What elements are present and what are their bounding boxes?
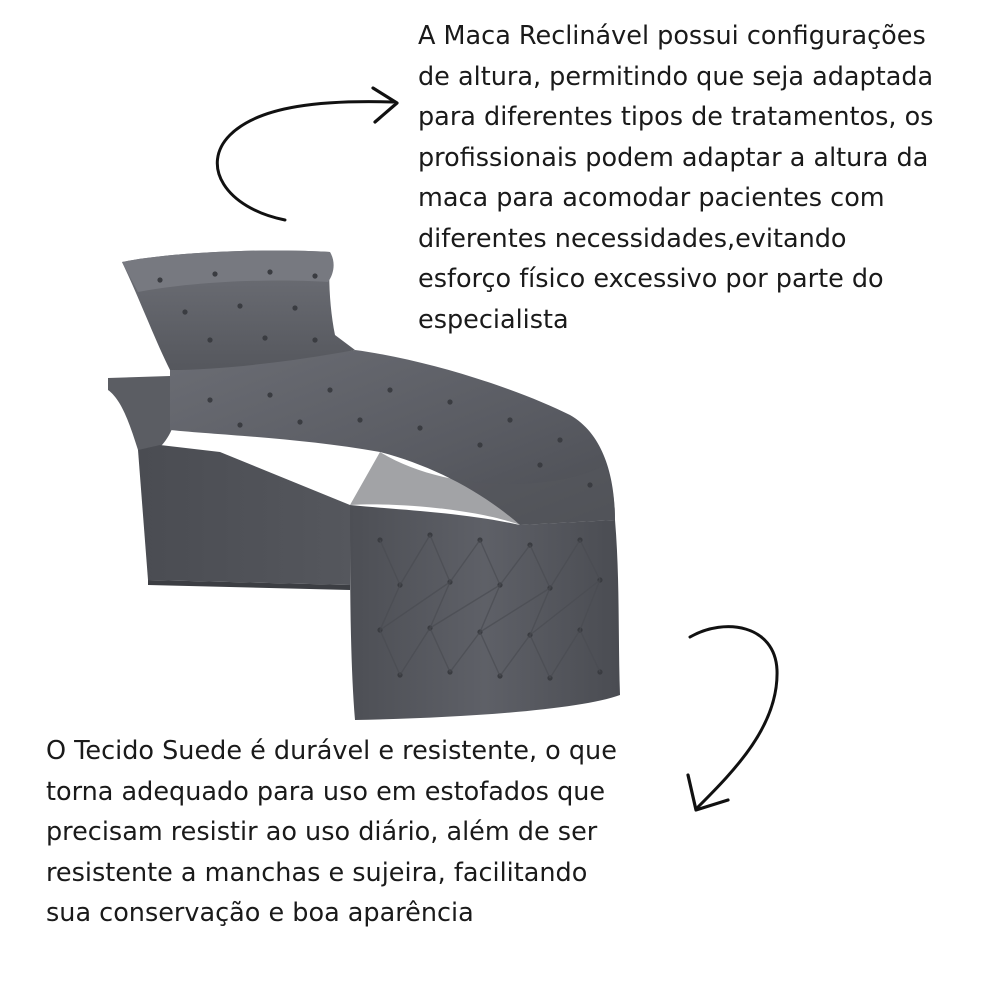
top-description-line: especialista xyxy=(418,304,569,335)
bottom-description-line: torna adequado para uso em estofados que xyxy=(46,776,606,807)
top-description-line: de altura, permitindo que seja adaptada xyxy=(418,61,934,92)
curved-arrow-down-left-icon xyxy=(680,615,790,820)
bottom-description-line: sua conservação e boa aparência xyxy=(46,898,474,928)
top-description-line: esforço físico excessivo por parte do xyxy=(418,264,884,294)
curved-arrow-right-icon xyxy=(205,80,405,230)
top-description-line: A Maca Reclinável possui configurações xyxy=(418,21,926,51)
bottom-description-line: O Tecido Suede é durável e resistente, o que xyxy=(46,736,617,766)
top-description-line: maca para acomodar pacientes com xyxy=(418,183,885,213)
top-description-line: diferentes necessidades,evitando xyxy=(418,223,847,254)
top-description-line: para diferentes tipos de tratamentos, os xyxy=(418,102,934,132)
top-description-line: profissionais podem adaptar a altura da xyxy=(418,142,929,173)
bottom-description-line: resistente a manchas e sujeira, facilitando xyxy=(46,857,588,888)
bottom-description xyxy=(46,731,617,934)
reclining-stretcher-image xyxy=(100,240,630,730)
bottom-description-line: precisam resistir ao uso diário, além de ser xyxy=(46,817,598,847)
